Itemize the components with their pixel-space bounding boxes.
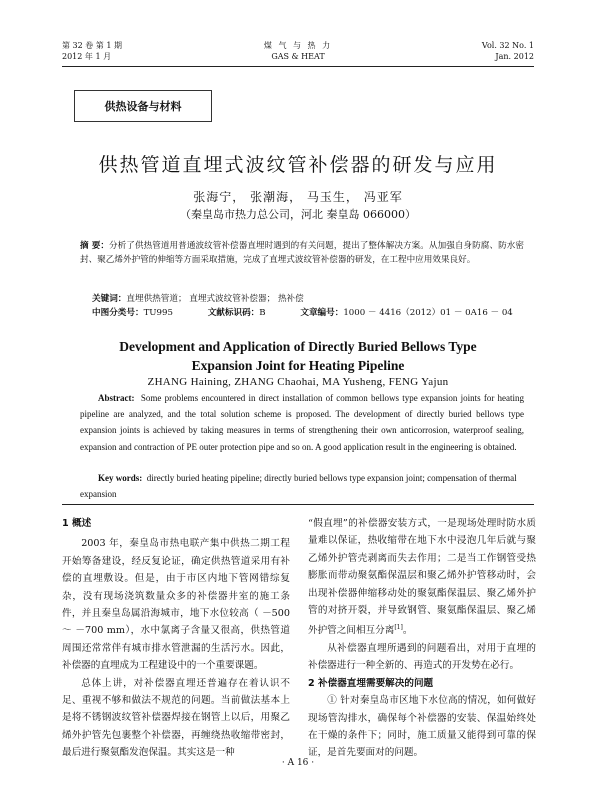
doc-label: 文献标识码： — [207, 308, 260, 318]
article-label: 文章编号： — [300, 308, 344, 318]
authors-zh: 张海宁， 张潮海， 马玉生， 冯亚军 — [193, 190, 403, 204]
abstract-text-en: Some problems encountered in direct installation of common bellows type expansion joints for heating pipeline are analyzed, and the total solution scheme is proposed. The development of directly buried bellows type expansion joints is achieved by taking measures in terms of strengthening their own anticorrosion, waterproof sealing, expansion and contraction of PE outer protection pipe and so on. A good application result in the engineering is obtained. — [80, 393, 525, 452]
paragraph: 从补偿器直埋所遇到的问题看出，对用于直埋的补偿器进行一种全新的、再造式的开发势在必行。 — [308, 643, 536, 672]
abstract-text-zh: 分析了供热管道用普通波纹管补偿器直埋时遇到的有关问题，提出了整体解决方案。从加强自身防腐、防水密封、聚乙烯外护管的伸缩等方面采取措施，完成了直埋式波纹管补偿器的研发，在工程中应用效果良好。 — [80, 241, 524, 265]
document-code — [208, 308, 282, 318]
issue-date: 2012 年 1 月 — [62, 52, 112, 61]
paragraph: 总体上讲，对补偿器直埋还普遍存在着认识不足、重视不够和做法不规范的问题。当前做法基本上是将不锈钢波纹管补偿器焊接在钢管上以后，用聚乙烯外护管先包裹整个补偿器，再缠绕热收缩带密封，最后进行聚氨酯发泡保温。其实这是一种 — [62, 677, 290, 759]
keywords-zh — [92, 293, 304, 306]
affiliation-zh: （秦皇岛市热力总公司，河北 秦皇岛 066000） — [180, 208, 416, 221]
keywords-label-en: Key words: — [98, 473, 143, 483]
volume-issue-en: Vol. 32 No. 1 — [481, 41, 534, 50]
classification-line — [92, 307, 545, 320]
paragraph — [308, 515, 536, 640]
paper-title-zh: 供热管道直埋式波纹管补偿器的研发与应用 — [98, 154, 498, 176]
keywords-label-zh: 关键词： — [92, 294, 127, 304]
article-value: 1000 － 4416（2012）01 － 0A16 － 04 — [343, 308, 513, 318]
paper-title-en-line2: Expansion Joint for Heating Pipeline — [191, 358, 405, 373]
body-column-left — [62, 515, 290, 762]
keywords-text-en: directly buried heating pipeline; directly buried bellows type expansion joint; compensation of thermal expansion — [80, 473, 517, 499]
doc-value: B — [259, 308, 266, 318]
keywords-text-zh: 直埋供热管道； 直埋式波纹管补偿器； 热补偿 — [126, 294, 304, 304]
paper-title-en-line1: Development and Application of Directly Buried Bellows Type — [119, 339, 477, 354]
section-heading-2: 2 补偿器直埋需要解决的问题 — [308, 677, 434, 689]
reference-marker: [1] — [394, 624, 403, 632]
clc-value: TU995 — [143, 308, 173, 318]
abstract-rule — [62, 504, 534, 505]
body-column-right — [308, 515, 536, 762]
abstract-label-zh: 摘 要： — [80, 241, 109, 251]
volume-issue: 第 32 卷 第 1 期 — [62, 41, 122, 50]
clc-label: 中图分类号： — [92, 308, 144, 318]
journal-volume-en — [482, 40, 534, 62]
keywords-en — [80, 470, 524, 502]
paragraph-end: 。 — [402, 625, 413, 637]
paragraph-text: “假直埋”的补偿器安装方式，一是现场处理时防水质量难以保证，热收缩带在地下水中浸泡几年后就与聚乙烯外护管壳剥离而失去作用；二是当工作钢管受热膨胀而带动聚氨酯保温层和聚乙烯外护管移动时，会出现补偿器伸缩移动处的聚氨酯保温层、聚乙烯外护管的对挤开裂，并导致钢管、聚氨酯保温层、聚乙烯外护管之间相互分离 — [308, 518, 536, 637]
authors-en: ZHANG Haining, ZHANG Chaohai, MA Yusheng, FENG Yajun — [147, 376, 449, 388]
clc-number — [92, 308, 189, 318]
paper-title-en — [60, 337, 536, 375]
abstract-en — [80, 390, 524, 455]
section-heading-1: 1 概述 — [62, 518, 92, 529]
issue-date-en: Jan. 2012 — [495, 52, 534, 61]
abstract-label-en: Abstract: — [98, 393, 135, 403]
journal-name-zh: 煤 气 与 热 力 — [263, 41, 333, 50]
paragraph: ① 针对秦皇岛市区地下水位高的情况，如何做好现场管沟排水，确保每个补偿器的安装、保温始终处在干燥的条件下；同时，施工质量又能得到可靠的保证，是首先要面对的问题。 — [308, 695, 536, 759]
paragraph: 2003 年，秦皇岛市热电联产集中供热二期工程开始筹备建设，经反复论证，确定供热管道采用有补偿的直埋敷设。但是，由于市区内地下管网错综复杂，没有现场浇筑数量众多的补偿器井室的施工条件，并且秦皇岛属沿海城市，地下水位较高（ －500 ～ －700 mm），水中氯离子含量又很高，供热管道周围还常常伴有城市排水管泄漏的生活污水。因此，补偿器的直埋成为工程建设中的一个重要课题。 — [62, 538, 290, 672]
article-number — [300, 308, 528, 318]
abstract-zh — [80, 240, 524, 267]
journal-name-en: GAS & HEAT — [271, 52, 325, 61]
header-rule — [62, 66, 534, 67]
page-number: · A 16 · — [281, 758, 315, 768]
section-label: 供热设备与材料 — [74, 90, 212, 122]
